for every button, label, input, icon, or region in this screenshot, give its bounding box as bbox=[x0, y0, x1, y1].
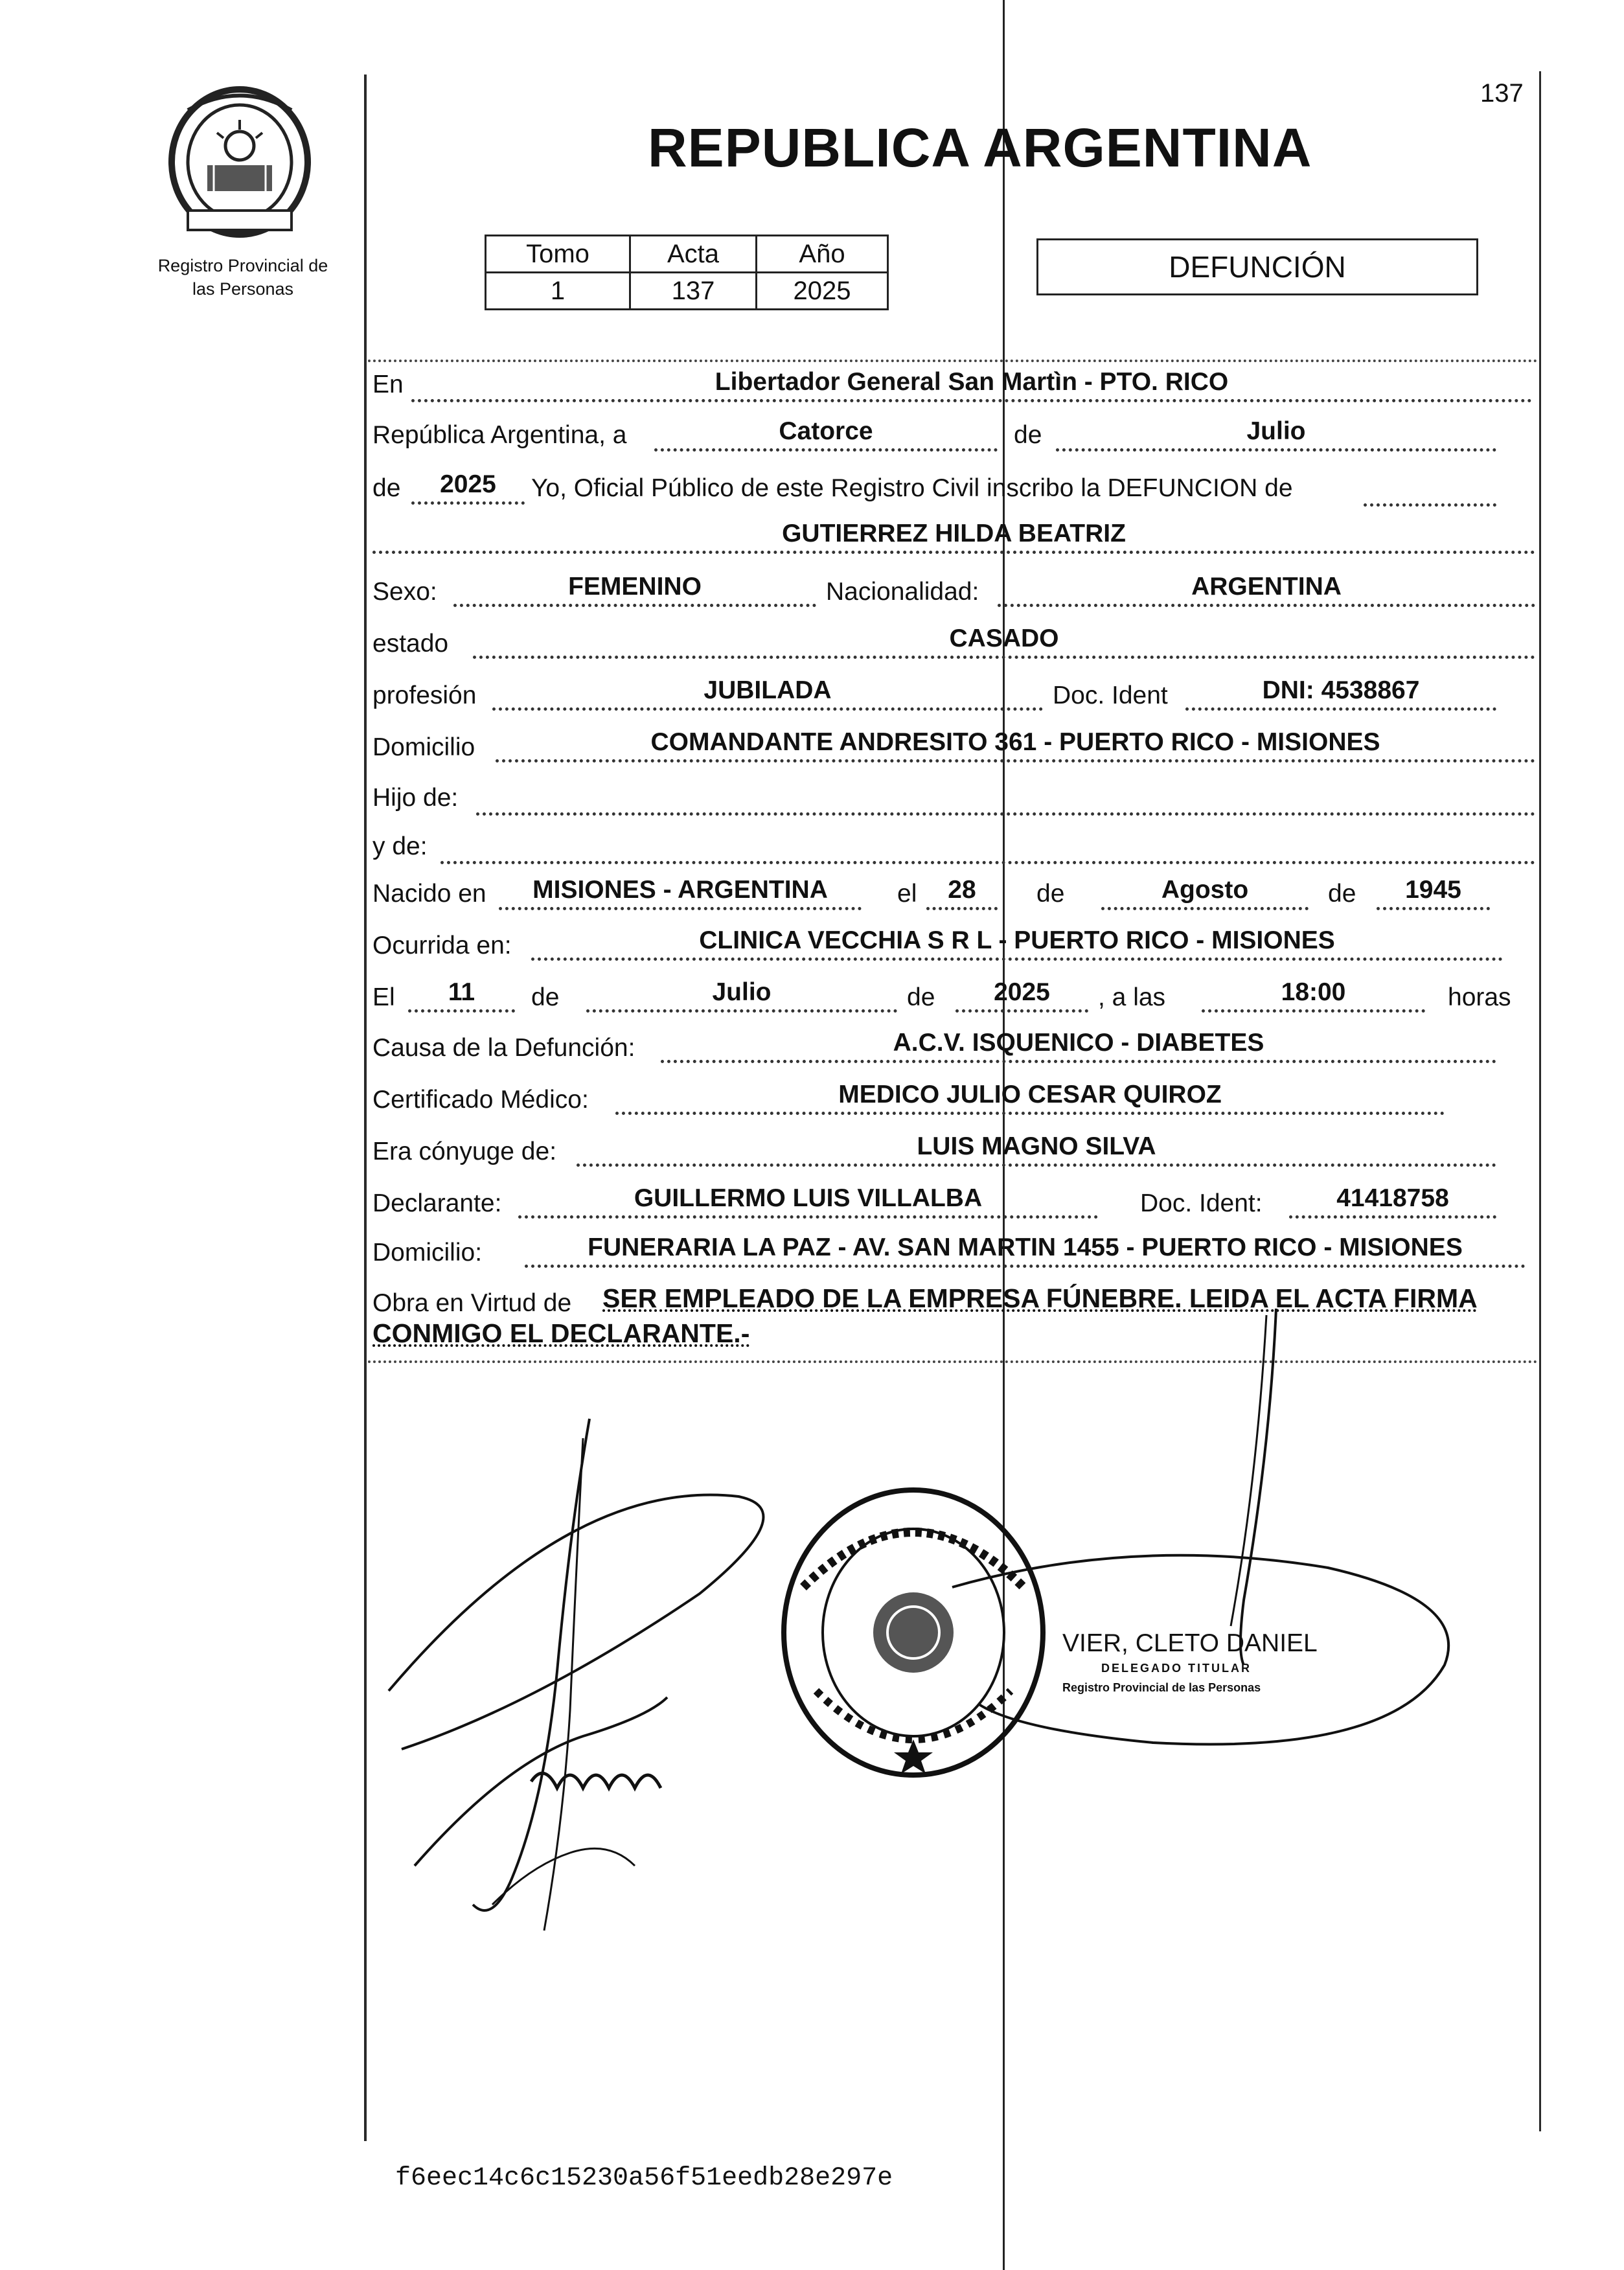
a-las-label: , a las bbox=[1098, 983, 1166, 1011]
ocurrida-en-value: CLINICA VECCHIA S R L - PUERTO RICO - MISIONES bbox=[531, 926, 1503, 961]
location-value: Libertador General San Martìn - PTO. RICO bbox=[411, 368, 1532, 402]
obra-line2: CONMIGO EL DECLARANTE.- bbox=[372, 1318, 750, 1348]
domicilio-label: Domicilio bbox=[372, 733, 475, 761]
right-margin-line bbox=[1539, 71, 1541, 2131]
acta-header: Acta bbox=[630, 236, 757, 273]
horas-label: horas bbox=[1448, 983, 1511, 1011]
el-label: el bbox=[897, 880, 917, 908]
birth-day-value: 28 bbox=[926, 876, 998, 910]
day-text-value: Catorce bbox=[654, 417, 998, 452]
separator bbox=[368, 360, 1538, 362]
nacionalidad-value: ARGENTINA bbox=[998, 573, 1535, 607]
causa-value: A.C.V. ISQUENICO - DIABETES bbox=[661, 1029, 1496, 1063]
certificado-label: Certificado Médico: bbox=[372, 1086, 589, 1114]
official-title: DELEGADO TITULAR bbox=[1101, 1662, 1252, 1675]
declarante-value: GUILLERMO LUIS VILLALBA bbox=[518, 1184, 1098, 1219]
el-label-2: El bbox=[372, 983, 395, 1011]
profesion-label: profesión bbox=[372, 682, 477, 709]
record-table bbox=[485, 235, 889, 310]
estado-value: CASADO bbox=[473, 625, 1535, 659]
page-title: REPUBLICA ARGENTINA bbox=[648, 117, 1312, 178]
profesion-value: JUBILADA bbox=[492, 676, 1043, 711]
certificado-value: MEDICO JULIO CESAR QUIROZ bbox=[615, 1081, 1445, 1115]
domicilio2-label: Domicilio: bbox=[372, 1239, 483, 1267]
nacido-label: Nacido en bbox=[372, 880, 486, 908]
conyuge-label: Era cónyuge de: bbox=[372, 1138, 557, 1165]
y-de-dots bbox=[440, 832, 1535, 864]
en-label: En bbox=[372, 371, 404, 398]
official-signature bbox=[939, 1289, 1477, 1772]
nacido-en-value: MISIONES - ARGENTINA bbox=[499, 876, 862, 910]
anio-header: Año bbox=[757, 236, 888, 273]
y-de-label: y de: bbox=[372, 832, 428, 860]
de-label-4: de bbox=[1328, 880, 1356, 908]
doc-ident-value: DNI: 4538867 bbox=[1185, 676, 1496, 711]
statement-text: Yo, Oficial Público de este Registro Civil inscribo la DEFUNCION de bbox=[531, 474, 1293, 502]
official-office: Registro Provincial de las Personas bbox=[1062, 1681, 1261, 1694]
acta-value: 137 bbox=[630, 273, 757, 310]
tomo-header: Tomo bbox=[486, 236, 630, 273]
tomo-value: 1 bbox=[486, 273, 630, 310]
record-table-value-row bbox=[486, 273, 888, 310]
death-time-value: 18:00 bbox=[1202, 978, 1425, 1013]
registry-name-line2: las Personas bbox=[192, 279, 294, 299]
statement-dots bbox=[1364, 475, 1496, 507]
record-table-header-row bbox=[486, 236, 888, 273]
anio-value: 2025 bbox=[757, 273, 888, 310]
deceased-name-value: GUTIERREZ HILDA BEATRIZ bbox=[372, 520, 1535, 554]
sexo-value: FEMENINO bbox=[453, 573, 816, 607]
provincial-seal-emblem bbox=[162, 84, 317, 243]
de-label-2: de bbox=[372, 474, 401, 502]
domicilio-value: COMANDANTE ANDRESITO 361 - PUERTO RICO - MISIONES bbox=[496, 728, 1535, 762]
document-hash: f6eec14c6c15230a56f51eedb28e297e bbox=[395, 2164, 893, 2193]
left-margin-line bbox=[364, 75, 367, 2141]
hijo-dots bbox=[476, 784, 1535, 816]
official-name: VIER, CLETO DANIEL bbox=[1062, 1629, 1318, 1657]
republica-label: República Argentina, a bbox=[372, 421, 627, 449]
de-label-6: de bbox=[907, 983, 935, 1011]
domicilio2-value: FUNERARIA LA PAZ - AV. SAN MARTIN 1455 - PUERTO RICO - MISIONES bbox=[525, 1233, 1526, 1268]
causa-label: Causa de la Defunción: bbox=[372, 1034, 635, 1062]
registry-name bbox=[133, 254, 353, 301]
decl-doc-value: 41418758 bbox=[1289, 1184, 1496, 1219]
conyuge-value: LUIS MAGNO SILVA bbox=[577, 1132, 1496, 1167]
decl-doc-label: Doc. Ident: bbox=[1140, 1189, 1263, 1217]
hijo-label: Hijo de: bbox=[372, 784, 459, 812]
de-label-5: de bbox=[531, 983, 560, 1011]
death-day-value: 11 bbox=[408, 978, 515, 1013]
estado-label: estado bbox=[372, 630, 449, 658]
document-type-box: DEFUNCIÓN bbox=[1036, 238, 1478, 295]
declarant-signature bbox=[376, 1399, 829, 1960]
birth-year-value: 1945 bbox=[1377, 876, 1490, 910]
ocurrida-label: Ocurrida en: bbox=[372, 932, 512, 959]
declarante-label: Declarante: bbox=[372, 1189, 502, 1217]
month-text-value: Julio bbox=[1056, 417, 1496, 452]
de-label: de bbox=[1014, 421, 1042, 449]
obra-label: Obra en Virtud de bbox=[372, 1289, 572, 1317]
death-month-value: Julio bbox=[586, 978, 897, 1013]
sexo-label: Sexo: bbox=[372, 578, 437, 606]
registry-name-line1: Registro Provincial de bbox=[157, 256, 328, 275]
death-year-value: 2025 bbox=[955, 978, 1088, 1013]
birth-month-value: Agosto bbox=[1101, 876, 1309, 910]
obra-line1: SER EMPLEADO DE LA EMPRESA FÚNEBRE. LEIDA EL ACTA FIRMA bbox=[602, 1283, 1478, 1313]
de-label-3: de bbox=[1036, 880, 1065, 908]
doc-ident-label: Doc. Ident bbox=[1053, 682, 1168, 709]
page-number: 137 bbox=[1480, 79, 1524, 108]
year-value: 2025 bbox=[411, 470, 525, 505]
nacionalidad-label: Nacionalidad: bbox=[826, 578, 979, 606]
